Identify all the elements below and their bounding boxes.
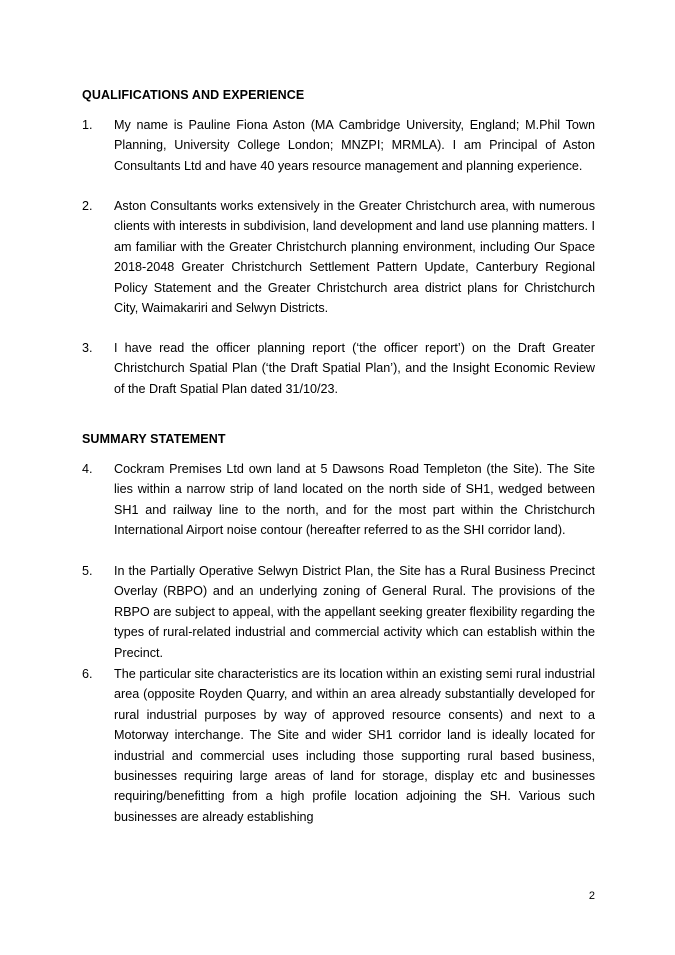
- paragraph-number: 2.: [82, 199, 93, 213]
- paragraph-number: 3.: [82, 341, 93, 355]
- page-number: 2: [588, 890, 595, 902]
- paragraph-text: My name is Pauline Fiona Aston (MA Cambridge University, England; M.Phil Town Planning, University College London; MNZPI; MRMLA). I am Principal of Aston Consultants Ltd and have 40 years resource management and planning experience.: [114, 118, 595, 173]
- paragraph-1: [82, 115, 595, 176]
- paragraph-number: 6.: [82, 667, 93, 681]
- paragraph-4: [82, 459, 595, 541]
- paragraph-text: The particular site characteristics are its location within an existing semi rural industrial area (opposite Royden Quarry, and within an area already substantially developed for rural industrial purposes by way of approved resource consents) and next to a Motorway interchange. The Site and wider SH1 corridor land is ideally located for industrial and commercial uses including those supporting rural based business, businesses requiring large areas of land for storage, display etc and businesses requiring/benefitting from a high profile location adjoining the SH. Various such businesses are already establishing: [114, 667, 595, 824]
- section-heading-qualifications: QUALIFICATIONS AND EXPERIENCE: [82, 88, 305, 102]
- paragraph-3: [82, 338, 595, 399]
- paragraph-number: 5.: [82, 564, 93, 578]
- paragraph-text: Aston Consultants works extensively in the Greater Christchurch area, with numerous clients with interests in subdivision, land development and land use planning matters. I am familiar with the Greater Christchurch planning environment, including Our Space 2018-2048 Greater Christchurch Settlement Pattern Update, Canterbury Regional Policy Statement and the Greater Christchurch area district plans for Christchurch City, Waimakariri and Selwyn Districts.: [114, 199, 595, 316]
- paragraph-5: [82, 561, 595, 663]
- paragraph-number: 1.: [82, 118, 93, 132]
- paragraph-text: Cockram Premises Ltd own land at 5 Dawsons Road Templeton (the Site). The Site lies within a narrow strip of land located on the north side of SH1, wedged between SH1 and railway line to the north, and for the most part within the Christchurch International Airport noise contour (hereafter referred to as the SHI corridor land).: [114, 462, 595, 538]
- paragraph-6: [82, 664, 595, 827]
- paragraph-number: 4.: [82, 462, 93, 476]
- paragraph-text: In the Partially Operative Selwyn District Plan, the Site has a Rural Business Precinct Overlay (RBPO) and an underlying zoning of General Rural. The provisions of the RBPO are subject to appeal, with the appellant seeking greater flexibility regarding the types of rural-related industrial and commercial activity which can establish within the Precinct.: [114, 564, 595, 660]
- section-heading-summary: SUMMARY STATEMENT: [82, 432, 226, 446]
- paragraph-2: [82, 196, 595, 318]
- paragraph-text: I have read the officer planning report (‘the officer report’) on the Draft Greater Christchurch Spatial Plan (‘the Draft Spatial Plan’), and the Insight Economic Review of the Draft Spatial Plan dated 31/10/23.: [114, 341, 595, 396]
